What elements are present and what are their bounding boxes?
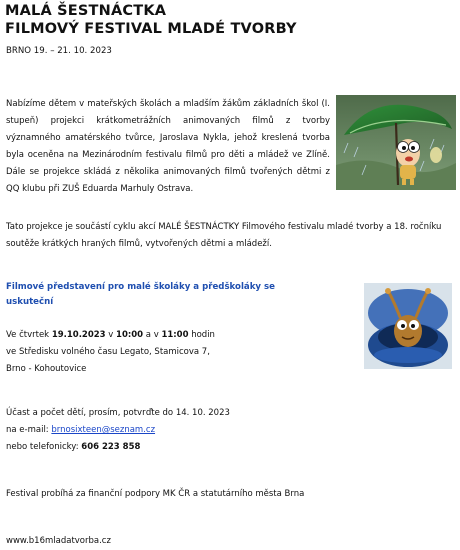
screening-details [6,327,306,378]
cartoon-rain-illustration [336,95,456,190]
festival-dates: BRNO 19. – 21. 10. 2023 [6,46,112,56]
title-line-1: MALÁ ŠESTNÁCTKA [5,3,167,19]
title-line-2: FILMOVÝ FESTIVAL MLADÉ TVORBY [5,21,297,37]
contact-info: Účast a počet dětí, prosím, potvrďte do 14. 10. 2023 na e-mail: brnosixteen@seznam.cz nebo telefonicky: 606 223 858 [6,405,326,456]
venue-line: ve Středisku volného času Legato, Stamicova 7, [6,347,210,357]
screening-time-1: 10:00 [116,330,144,340]
venue-city: Brno - Kohoutovice [6,364,87,374]
screening-datetime: Ve čtvrtek 19.10.2023 v 10:00 a v 11:00 hodin [6,330,215,340]
screening-time-2: 11:00 [161,330,189,340]
website-link[interactable]: www.b16mladatvorba.cz [6,536,111,546]
rsvp-deadline: Účast a počet dětí, prosím, potvrďte do 14. 10. 2023 [6,408,230,418]
phone-number: 606 223 858 [81,442,141,452]
screening-date: 19.10.2023 [51,330,106,340]
project-paragraph: Tato projekce je součástí cyklu akcí MALÉ ŠESTNÁCTKY Filmového festivalu mladé tvorby a 18. ročníku soutěže krátkých hraných filmů, vytvořených dětmi a mládeží. [6,222,442,249]
intro-paragraph: Nabízíme dětem v mateřských školách a mladším žákům základních škol (I. stupeň) projekci krátkometrážních animovaných filmů z tvorby významného amatérského tvůrce, Jaroslava Nykla, jehož kreslená tvorba byla oceněna na Mezinárodním festivalu filmů pro děti a mládež ve Zlíně. Dále se projekce skládá z několika animovaných filmů tvořených dětmi z QQ klubu při ZUŠ Eduarda Marhuly Ostrava. [6,99,330,194]
email-link[interactable]: brnosixteen@seznam.cz [51,425,156,435]
cartoon-alien-illustration [364,283,452,369]
screening-heading: Filmové představení pro malé školáky a předškoláky se uskuteční [6,282,275,307]
funding-note: Festival probíhá za finanční podpory MK ČR a statutárního města Brna [6,489,305,499]
